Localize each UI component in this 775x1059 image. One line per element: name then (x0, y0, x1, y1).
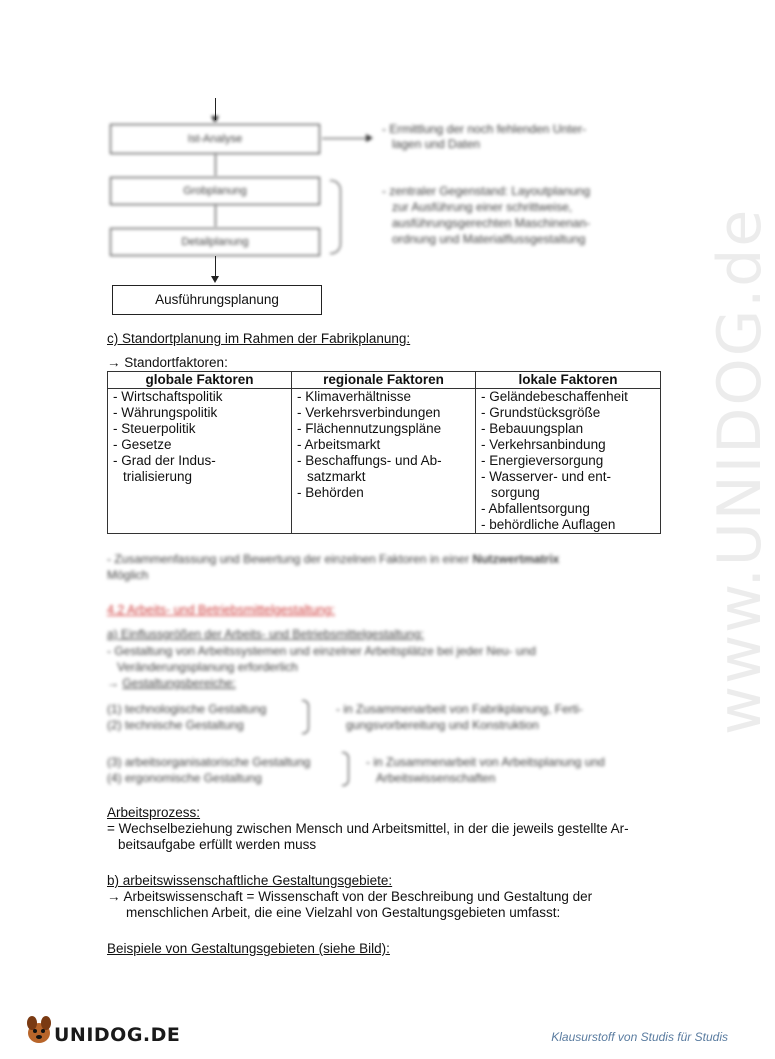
header-lokal: lokale Faktoren (476, 372, 661, 389)
text-line: menschlichen Arbeit, die eine Vielzahl von Gestaltungsgebieten umfasst: (126, 905, 561, 920)
list-item: - Behörden (297, 485, 364, 500)
note-line: - zentraler Gegenstand: Layoutplanung (382, 184, 591, 198)
flow-note-planung (382, 183, 590, 247)
header-regional: regionale Faktoren (292, 372, 476, 389)
list-item: (3) arbeitsorganisatorische Gestaltung (107, 755, 311, 769)
gestaltungsbereiche (107, 675, 536, 691)
note-line: lagen und Daten (392, 137, 481, 151)
note-line: - in Zusammenarbeit von Arbeitsplanung und (366, 755, 605, 769)
list-item: - Grundstücksgröße (481, 405, 601, 420)
nutzwert-summary (107, 551, 647, 583)
note-line: - Ermittlung der noch fehlenden Unter- (382, 122, 587, 136)
section-b-heading: b) arbeitswissenschaftliche Gestaltungsgebiete: (107, 873, 393, 888)
standortfaktoren-intro: → Standortfaktoren: (107, 355, 228, 370)
cell-global (108, 389, 292, 534)
list-item: - Abfallentsorgung (481, 501, 590, 516)
section-42-text (107, 643, 536, 691)
arrow-right-icon (366, 134, 373, 142)
note-line: gungsvorbereitung und Konstruktion (346, 718, 539, 732)
section-c-heading: c) Standortplanung im Rahmen der Fabrikplanung: (107, 331, 411, 346)
note-line: ausführungsgerechten Maschinenan- (392, 216, 591, 230)
list-item: - Währungspolitik (113, 405, 218, 420)
standortfaktoren-table (107, 371, 661, 534)
list-item: - Grad der Indus- (113, 453, 216, 468)
list-item: - Verkehrsanbindung (481, 437, 606, 452)
arrow-right-line (322, 138, 368, 139)
group-1-note (336, 701, 583, 733)
watermark-text: www.UNIDOG.de (705, 207, 775, 735)
beispiele-heading: Beispiele von Gestaltungsgebieten (siehe Bild): (107, 941, 390, 956)
cell-regional (292, 389, 476, 534)
dog-logo-icon (22, 1012, 56, 1046)
list-item: - Flächennutzungspläne (297, 421, 442, 436)
flow-box-ausfuehrungsplanung: Ausführungsplanung (112, 285, 322, 315)
brace-icon (330, 180, 341, 254)
list-item: - Arbeitsmarkt (297, 437, 381, 452)
logo-wordmark: UNIDOG.DE (54, 1024, 181, 1046)
arbeitsprozess-definition (107, 821, 667, 853)
section-42-heading: 4.2 Arbeits- und Betriebsmittelgestaltung: (107, 603, 335, 617)
section-42-sub-a: a) Einflussgrößen der Arbeits- und Betriebsmittelgestaltung: (107, 627, 424, 641)
arbeitsprozess-heading: Arbeitsprozess: (107, 805, 201, 820)
note-line: ordnung und Materialflussgestaltung (392, 232, 586, 246)
text-line: Veränderungsplanung erforderlich (117, 660, 298, 674)
flow-box-ist-analyse: Ist-Analyse (110, 124, 320, 154)
note-line: - in Zusammenarbeit von Fabrikplanung, Ferti- (336, 702, 583, 716)
list-item: - behördliche Auflagen (481, 517, 616, 532)
list-item: - Wasserver- und ent- (481, 469, 612, 484)
list-item: (4) ergonomische Gestaltung (107, 771, 262, 785)
arrow-right-icon: → (107, 676, 123, 690)
list-item: - Wirtschaftspolitik (113, 389, 223, 404)
cell-lokal (476, 389, 661, 534)
flow-box-grobplanung: Grobplanung (110, 177, 320, 205)
arrow-down-icon (211, 276, 219, 283)
flow-connector (215, 154, 216, 176)
list-item: - Bebauungsplan (481, 421, 584, 436)
text-line: beitsaufgabe erfüllt werden muss (118, 837, 317, 852)
flow-connector (215, 205, 216, 227)
section-b-text (107, 889, 667, 921)
flow-box-detailplanung: Detailplanung (110, 228, 320, 256)
group-2-note (366, 754, 605, 786)
text-line: - Gestaltung von Arbeitssystemen und einzelner Arbeitsplätze bei jeder Neu- und (107, 644, 536, 658)
note-line: zur Ausführung einer schrittweise, (392, 200, 573, 214)
arrow-down-icon (211, 116, 219, 123)
list-item: - Energieversorgung (481, 453, 604, 468)
brace-icon (302, 700, 309, 734)
group-1 (107, 701, 266, 733)
list-item: (2) technische Gestaltung (107, 718, 244, 732)
group-2 (107, 754, 310, 786)
list-item: - Gesetze (113, 437, 172, 452)
list-item: - Verkehrsverbindungen (297, 405, 441, 420)
brace-icon (342, 752, 349, 786)
footer-tagline: Klausurstoff von Studis für Studis (551, 1030, 728, 1044)
note-line: Arbeitswissenschaften (376, 771, 496, 785)
list-item: trialisierung (123, 469, 193, 484)
summary-text: - Zusammenfassung und Bewertung der einzelnen Faktoren in einer (107, 552, 473, 566)
text-line: → Arbeitswissenschaft = Wissenschaft von der Beschreibung und Gestaltung der (107, 889, 593, 904)
list-item: - Steuerpolitik (113, 421, 196, 436)
table-row (108, 389, 661, 534)
bereiche-label: Gestaltungsbereiche: (122, 676, 236, 690)
list-item: satzmarkt (307, 469, 366, 484)
list-item: - Geländebeschaffenheit (481, 389, 628, 404)
list-item: sorgung (491, 485, 540, 500)
text-line: = Wechselbeziehung zwischen Mensch und Arbeitsmittel, in der die jeweils gestellte Ar- (107, 821, 629, 836)
summary-text-2: Möglich (107, 568, 149, 582)
list-item: - Beschaffungs- und Ab- (297, 453, 442, 468)
list-item: (1) technologische Gestaltung (107, 702, 267, 716)
summary-bold: Nutzwertmatrix (472, 552, 560, 566)
flow-note-ist (382, 122, 586, 152)
flow-connector (215, 256, 216, 278)
list-item: - Klimaverhältnisse (297, 389, 412, 404)
table-header-row (108, 372, 661, 389)
header-global: globale Faktoren (108, 372, 292, 389)
